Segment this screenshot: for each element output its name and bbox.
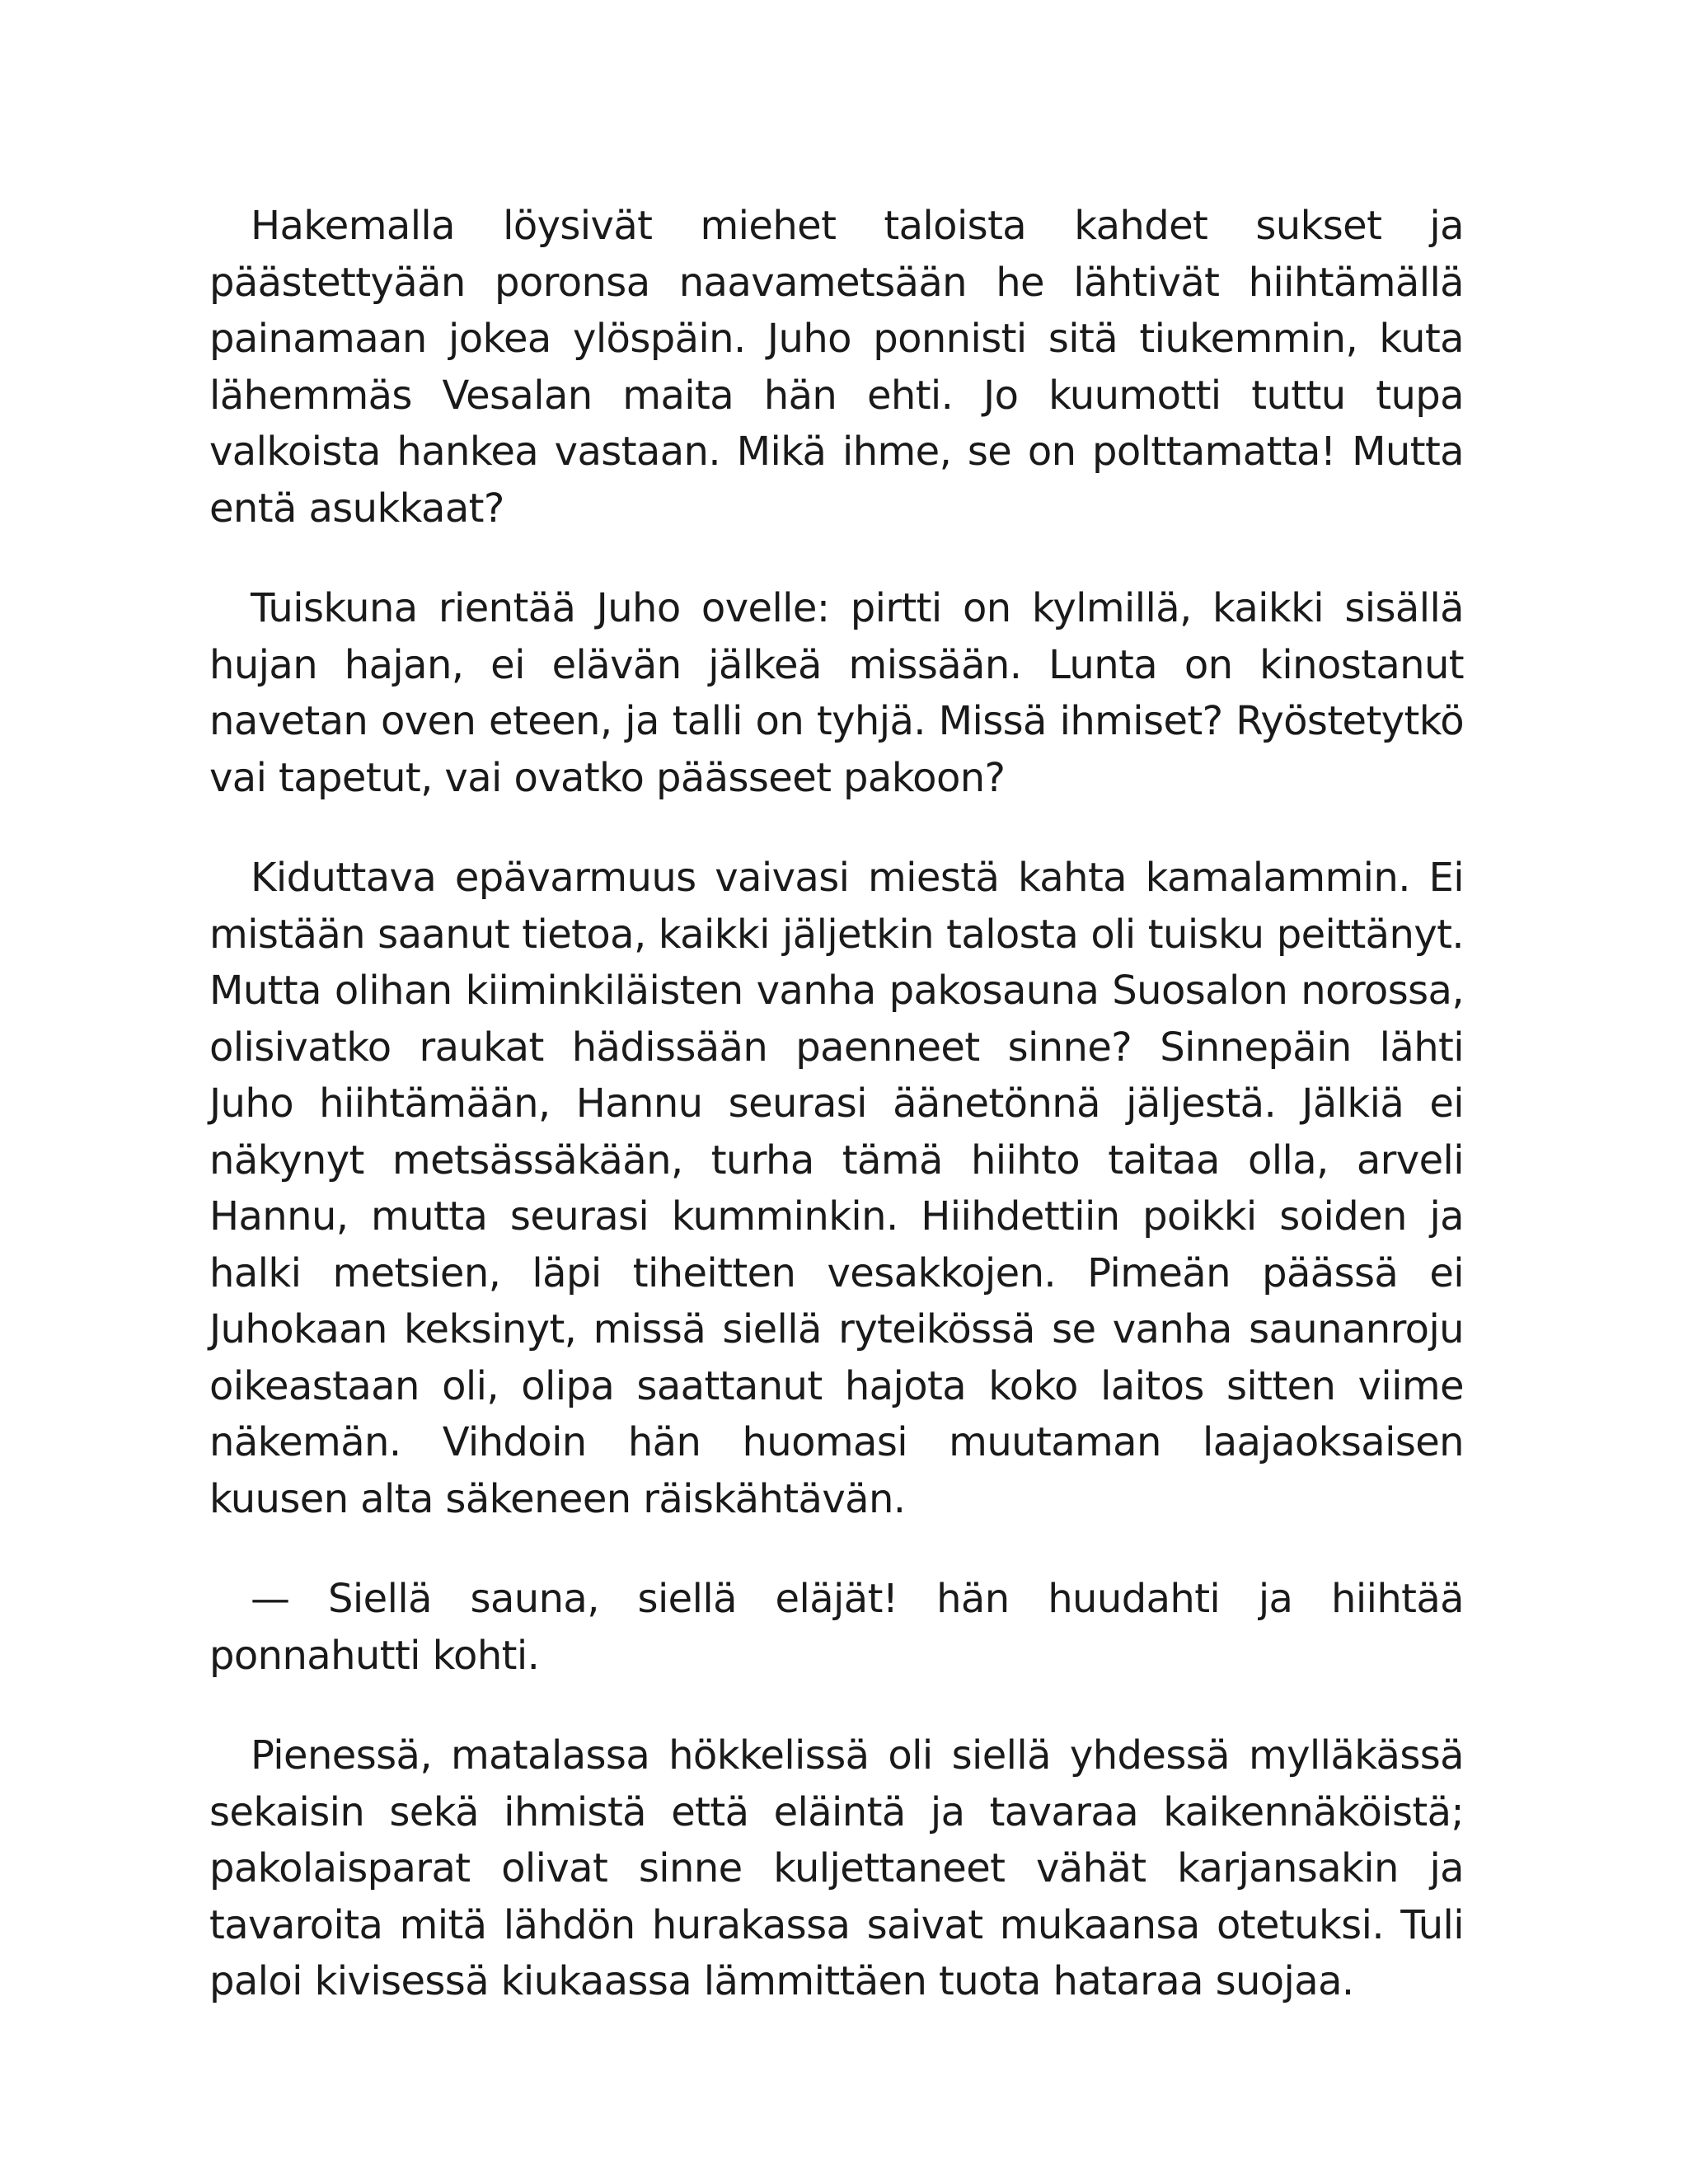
paragraph: Hakemalla löysivät miehet taloista kahdet sukset ja päästettyään poronsa naavametsään he lähtivät hiihtämällä painamaan jokea ylöspäin. Juho ponnisti sitä tiukemmin, kuta lähemmäs Vesalan maita hän ehti. Jo kuumotti tuttu tupa valkoista hankea vastaan. Mikä ihme, se on polttamatta! Mutta entä asukkaat? xyxy=(209,203,1464,532)
paragraph: Kiduttava epävarmuus vaivasi miestä kahta kamalammin. Ei mistään saanut tietoa, kaikki jäljetkin talosta oli tuisku peittänyt. Mutta olihan kiiminkiläisten vanha pakosauna Suosalon norossa, olisivatko raukat hädissään paenneet sinne? Sinnepäin lähti Juho hiihtämään, Hannu seurasi äänetönnä jäljestä. Jälkiä ei näkynyt metsässäkään, turha tämä hiihto taitaa olla, arveli Hannu, mutta seurasi kumminkin. Hiihdettiin poikki soiden ja halki metsien, läpi tiheitten vesakkojen. Pimeän päässä ei Juhokaan keksinyt, missä siellä ryteikössä se vanha saunanroju oikeastaan oli, olipa saattanut hajota koko laitos sitten viime näkemän. Vihdoin hän huomasi muutaman laajaoksaisen kuusen alta säkeneen räiskähtävän. xyxy=(209,855,1464,1522)
paragraph: — Siellä sauna, siellä eläjät! hän huudahti ja hiihtää ponnahutti kohti. xyxy=(209,1576,1464,1679)
paragraph: Tuiskuna rientää Juho ovelle: pirtti on kylmillä, kaikki sisällä hujan hajan, ei elävän jälkeä missään. Lunta on kinostanut navetan oven eteen, ja talli on tyhjä. Missä ihmiset? Ryöstetytkö vai tapetut, vai ovatko päässeet pakoon? xyxy=(209,585,1464,801)
paragraph: Pienessä, matalassa hökkelissä oli siellä yhdessä mylläkässä sekaisin sekä ihmistä että eläintä ja tavaraa kaikennäköistä; pakolaisparat olivat sinne kuljettaneet vähät karjansakin ja tavaroita mitä lähdön hurakassa saivat mukaansa otetuksi. Tuli paloi kivisessä kiukaassa lämmittäen tuota hataraa suojaa. xyxy=(209,1732,1464,2004)
body-text xyxy=(209,198,1464,2054)
